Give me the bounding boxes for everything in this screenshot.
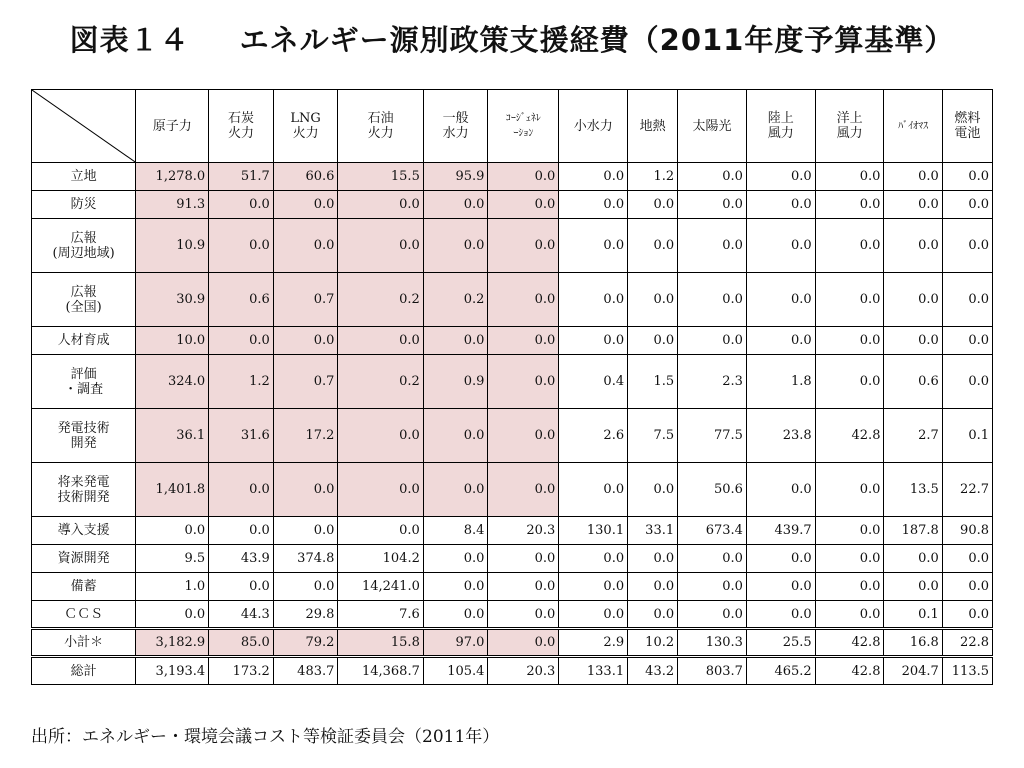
value-cell: 104.2 xyxy=(338,545,423,573)
value-cell: 0.0 xyxy=(488,463,559,517)
value-cell: 0.0 xyxy=(884,545,942,573)
value-cell: 85.0 xyxy=(209,629,274,657)
value-cell: 0.0 xyxy=(678,219,747,273)
value-cell: 2.6 xyxy=(559,409,628,463)
value-cell: 0.0 xyxy=(423,219,488,273)
value-cell: 2.7 xyxy=(884,409,942,463)
value-cell: 0.7 xyxy=(273,355,338,409)
value-cell: 0.0 xyxy=(815,273,884,327)
value-cell: 0.0 xyxy=(746,463,815,517)
value-cell: 1,278.0 xyxy=(136,163,209,191)
table-row xyxy=(32,409,993,463)
row-label-line: 資源開発 xyxy=(57,551,110,566)
row-label-line: 技術開発 xyxy=(57,489,110,505)
row-label xyxy=(32,601,136,629)
column-header-line: ﾊﾞｲｵﾏｽ xyxy=(898,120,929,132)
row-label-line: 総計 xyxy=(70,663,97,679)
value-cell: 0.0 xyxy=(815,163,884,191)
column-header xyxy=(746,90,815,163)
header-row xyxy=(32,90,993,163)
column-header-line: 水力 xyxy=(442,126,469,141)
value-cell: 0.0 xyxy=(746,573,815,601)
value-cell: 0.0 xyxy=(628,573,678,601)
column-header xyxy=(559,90,628,163)
row-label-line: 開発 xyxy=(70,435,97,451)
column-header xyxy=(423,90,488,163)
value-cell: 0.0 xyxy=(815,355,884,409)
value-cell: 2.3 xyxy=(678,355,747,409)
value-cell: 0.0 xyxy=(559,463,628,517)
value-cell: 0.0 xyxy=(338,517,423,545)
row-label xyxy=(32,573,136,601)
corner-cell xyxy=(32,90,136,163)
value-cell: 0.0 xyxy=(942,163,992,191)
value-cell: 130.3 xyxy=(678,629,747,657)
value-cell: 1.2 xyxy=(628,163,678,191)
value-cell: 0.0 xyxy=(209,573,274,601)
row-label xyxy=(32,219,136,273)
value-cell: 0.0 xyxy=(815,191,884,219)
value-cell: 10.0 xyxy=(136,327,209,355)
value-cell: 0.0 xyxy=(209,517,274,545)
value-cell: 77.5 xyxy=(678,409,747,463)
value-cell: 0.0 xyxy=(338,327,423,355)
table-row xyxy=(32,517,993,545)
column-header xyxy=(338,90,423,163)
value-cell: 14,368.7 xyxy=(338,657,423,685)
value-cell: 465.2 xyxy=(746,657,815,685)
value-cell: 0.0 xyxy=(884,327,942,355)
value-cell: 0.0 xyxy=(746,219,815,273)
value-cell: 0.0 xyxy=(209,219,274,273)
value-cell: 0.0 xyxy=(942,601,992,629)
value-cell: 0.0 xyxy=(423,545,488,573)
value-cell: 0.0 xyxy=(423,601,488,629)
value-cell: 3,193.4 xyxy=(136,657,209,685)
value-cell: 0.0 xyxy=(559,219,628,273)
value-cell: 0.2 xyxy=(423,273,488,327)
value-cell: 673.4 xyxy=(678,517,747,545)
value-cell: 44.3 xyxy=(209,601,274,629)
column-header-line: 小水力 xyxy=(573,118,613,134)
column-header xyxy=(209,90,274,163)
row-label-line: ・調査 xyxy=(64,381,104,397)
table-row xyxy=(32,219,993,273)
table-row xyxy=(32,327,993,355)
value-cell: 0.1 xyxy=(884,601,942,629)
table-row xyxy=(32,601,993,629)
figure-title xyxy=(0,18,1024,59)
row-label-line: 備蓄 xyxy=(70,579,97,594)
value-cell: 0.0 xyxy=(746,191,815,219)
column-header-line: 風力 xyxy=(767,126,794,141)
value-cell: 50.6 xyxy=(678,463,747,517)
value-cell: 1.5 xyxy=(628,355,678,409)
value-cell: 0.0 xyxy=(559,191,628,219)
value-cell: 43.2 xyxy=(628,657,678,685)
value-cell: 0.0 xyxy=(559,545,628,573)
value-cell: 0.0 xyxy=(628,601,678,629)
figure-title-text: エネルギー源別政策支援経費（2011年度予算基準） xyxy=(239,23,955,57)
value-cell: 22.8 xyxy=(942,629,992,657)
value-cell: 0.0 xyxy=(338,191,423,219)
column-header xyxy=(942,90,992,163)
value-cell: 0.0 xyxy=(559,573,628,601)
source-note: 出所：エネルギー・環境会議コスト等検証委員会（2011年） xyxy=(31,727,500,747)
value-cell: 0.2 xyxy=(338,273,423,327)
value-cell: 0.4 xyxy=(559,355,628,409)
row-label-line: 広報 xyxy=(70,284,97,300)
column-header-line: 火力 xyxy=(367,126,394,141)
table-row xyxy=(32,355,993,409)
value-cell: 0.0 xyxy=(746,273,815,327)
row-label xyxy=(32,409,136,463)
value-cell: 204.7 xyxy=(884,657,942,685)
value-cell: 803.7 xyxy=(678,657,747,685)
diagonal-line-icon xyxy=(32,90,135,162)
row-label xyxy=(32,273,136,327)
row-label-line: (全国) xyxy=(65,299,102,315)
value-cell: 0.0 xyxy=(942,355,992,409)
row-label-line: 評価 xyxy=(70,366,97,382)
value-cell: 0.0 xyxy=(884,273,942,327)
value-cell: 16.8 xyxy=(884,629,942,657)
value-cell: 0.0 xyxy=(884,573,942,601)
subsidy-table xyxy=(31,89,993,685)
table-row xyxy=(32,629,993,657)
value-cell: 0.0 xyxy=(746,601,815,629)
table-row xyxy=(32,463,993,517)
value-cell: 29.8 xyxy=(273,601,338,629)
value-cell: 42.8 xyxy=(815,629,884,657)
value-cell: 0.0 xyxy=(273,327,338,355)
row-label xyxy=(32,163,136,191)
table-row xyxy=(32,191,993,219)
value-cell: 0.0 xyxy=(884,163,942,191)
value-cell: 9.5 xyxy=(136,545,209,573)
column-header-line: ｺｰｼﾞｪﾈﾚ xyxy=(505,113,541,124)
value-cell: 42.8 xyxy=(815,657,884,685)
value-cell: 97.0 xyxy=(423,629,488,657)
value-cell: 0.0 xyxy=(209,463,274,517)
value-cell: 0.0 xyxy=(273,219,338,273)
row-label-line: 立地 xyxy=(70,169,97,184)
value-cell: 0.0 xyxy=(273,517,338,545)
row-label xyxy=(32,327,136,355)
value-cell: 0.0 xyxy=(884,219,942,273)
value-cell: 79.2 xyxy=(273,629,338,657)
value-cell: 60.6 xyxy=(273,163,338,191)
value-cell: 105.4 xyxy=(423,657,488,685)
value-cell: 0.0 xyxy=(678,573,747,601)
value-cell: 0.0 xyxy=(273,573,338,601)
value-cell: 0.0 xyxy=(423,191,488,219)
row-label xyxy=(32,657,136,685)
value-cell: 0.0 xyxy=(488,273,559,327)
value-cell: 22.7 xyxy=(942,463,992,517)
value-cell: 0.0 xyxy=(678,601,747,629)
column-header-line: 太陽光 xyxy=(692,118,732,134)
value-cell: 91.3 xyxy=(136,191,209,219)
value-cell: 0.0 xyxy=(488,545,559,573)
value-cell: 173.2 xyxy=(209,657,274,685)
value-cell: 15.5 xyxy=(338,163,423,191)
value-cell: 0.0 xyxy=(423,573,488,601)
value-cell: 51.7 xyxy=(209,163,274,191)
value-cell: 1.8 xyxy=(746,355,815,409)
row-label-line: (周辺地域) xyxy=(52,245,115,261)
value-cell: 130.1 xyxy=(559,517,628,545)
column-header-line: 石油 xyxy=(367,111,394,126)
value-cell: 0.0 xyxy=(628,327,678,355)
value-cell: 0.0 xyxy=(628,273,678,327)
value-cell: 483.7 xyxy=(273,657,338,685)
value-cell: 0.0 xyxy=(488,355,559,409)
value-cell: 324.0 xyxy=(136,355,209,409)
value-cell: 17.2 xyxy=(273,409,338,463)
value-cell: 0.0 xyxy=(942,327,992,355)
row-label xyxy=(32,191,136,219)
row-label-line: 発電技術 xyxy=(57,420,110,436)
value-cell: 0.0 xyxy=(423,463,488,517)
row-label xyxy=(32,463,136,517)
column-header-line: LNG xyxy=(290,111,321,126)
value-cell: 0.7 xyxy=(273,273,338,327)
column-header-line: 洋上 xyxy=(836,111,863,126)
value-cell: 0.0 xyxy=(815,573,884,601)
value-cell: 0.0 xyxy=(559,273,628,327)
value-cell: 0.0 xyxy=(338,463,423,517)
value-cell: 0.0 xyxy=(136,517,209,545)
column-header-line: 陸上 xyxy=(767,111,794,126)
column-header-line: 石炭 xyxy=(227,111,254,126)
value-cell: 187.8 xyxy=(884,517,942,545)
value-cell: 7.6 xyxy=(338,601,423,629)
value-cell: 0.0 xyxy=(942,573,992,601)
value-cell: 0.0 xyxy=(746,163,815,191)
value-cell: 0.6 xyxy=(209,273,274,327)
value-cell: 0.0 xyxy=(884,191,942,219)
value-cell: 0.0 xyxy=(678,163,747,191)
table-row xyxy=(32,545,993,573)
value-cell: 8.4 xyxy=(423,517,488,545)
value-cell: 0.0 xyxy=(338,409,423,463)
value-cell: 0.0 xyxy=(678,191,747,219)
value-cell: 113.5 xyxy=(942,657,992,685)
value-cell: 0.0 xyxy=(628,545,678,573)
value-cell: 133.1 xyxy=(559,657,628,685)
value-cell: 0.0 xyxy=(423,409,488,463)
value-cell: 0.0 xyxy=(488,219,559,273)
column-header xyxy=(273,90,338,163)
row-label-line: 広報 xyxy=(70,230,97,246)
row-label-line: 防災 xyxy=(70,197,97,212)
figure-number: 図表１４ xyxy=(69,23,190,57)
column-header-line: 電池 xyxy=(954,126,981,141)
column-header-line: 原子力 xyxy=(152,118,192,134)
value-cell: 0.0 xyxy=(209,327,274,355)
table-row xyxy=(32,573,993,601)
value-cell: 1,401.8 xyxy=(136,463,209,517)
column-header-line: 一般 xyxy=(442,111,469,126)
value-cell: 0.0 xyxy=(559,601,628,629)
value-cell: 10.9 xyxy=(136,219,209,273)
column-header-line: 燃料 xyxy=(954,111,981,126)
value-cell: 0.0 xyxy=(423,327,488,355)
value-cell: 0.9 xyxy=(423,355,488,409)
value-cell: 374.8 xyxy=(273,545,338,573)
value-cell: 13.5 xyxy=(884,463,942,517)
row-label-line: ＣＣＳ xyxy=(64,606,104,622)
value-cell: 20.3 xyxy=(488,657,559,685)
value-cell: 0.0 xyxy=(488,191,559,219)
value-cell: 0.0 xyxy=(273,463,338,517)
value-cell: 0.0 xyxy=(678,327,747,355)
value-cell: 0.0 xyxy=(559,163,628,191)
value-cell: 0.0 xyxy=(815,463,884,517)
value-cell: 0.0 xyxy=(678,545,747,573)
value-cell: 2.9 xyxy=(559,629,628,657)
row-label xyxy=(32,517,136,545)
row-label xyxy=(32,355,136,409)
value-cell: 0.1 xyxy=(942,409,992,463)
column-header-line: ｰｼｮﾝ xyxy=(513,128,534,139)
value-cell: 0.0 xyxy=(628,463,678,517)
value-cell: 0.0 xyxy=(815,545,884,573)
value-cell: 0.0 xyxy=(273,191,338,219)
table-row xyxy=(32,163,993,191)
value-cell: 0.0 xyxy=(488,327,559,355)
value-cell: 15.8 xyxy=(338,629,423,657)
value-cell: 1.0 xyxy=(136,573,209,601)
row-label-line: 小計＊ xyxy=(64,635,104,650)
row-label-line: 導入支援 xyxy=(57,523,110,538)
column-header xyxy=(488,90,559,163)
column-header xyxy=(678,90,747,163)
value-cell: 0.0 xyxy=(942,273,992,327)
value-cell: 0.0 xyxy=(815,327,884,355)
value-cell: 0.0 xyxy=(488,629,559,657)
value-cell: 0.0 xyxy=(338,219,423,273)
column-header-line: 火力 xyxy=(292,126,319,141)
value-cell: 1.2 xyxy=(209,355,274,409)
value-cell: 0.0 xyxy=(942,191,992,219)
value-cell: 23.8 xyxy=(746,409,815,463)
value-cell: 0.0 xyxy=(746,327,815,355)
value-cell: 0.0 xyxy=(136,601,209,629)
value-cell: 7.5 xyxy=(628,409,678,463)
row-label xyxy=(32,545,136,573)
value-cell: 0.0 xyxy=(628,219,678,273)
value-cell: 0.0 xyxy=(209,191,274,219)
value-cell: 95.9 xyxy=(423,163,488,191)
value-cell: 31.6 xyxy=(209,409,274,463)
table-row xyxy=(32,657,993,685)
value-cell: 0.2 xyxy=(338,355,423,409)
value-cell: 439.7 xyxy=(746,517,815,545)
value-cell: 25.5 xyxy=(746,629,815,657)
value-cell: 0.0 xyxy=(815,219,884,273)
column-header xyxy=(815,90,884,163)
column-header-line: 火力 xyxy=(227,126,254,141)
value-cell: 0.0 xyxy=(559,327,628,355)
value-cell: 43.9 xyxy=(209,545,274,573)
table-row xyxy=(32,273,993,327)
table-body xyxy=(32,90,993,685)
value-cell: 10.2 xyxy=(628,629,678,657)
column-header xyxy=(136,90,209,163)
value-cell: 0.0 xyxy=(815,601,884,629)
value-cell: 42.8 xyxy=(815,409,884,463)
column-header xyxy=(884,90,942,163)
column-header-line: 風力 xyxy=(836,126,863,141)
value-cell: 0.0 xyxy=(628,191,678,219)
value-cell: 0.0 xyxy=(942,545,992,573)
value-cell: 33.1 xyxy=(628,517,678,545)
value-cell: 0.0 xyxy=(746,545,815,573)
value-cell: 36.1 xyxy=(136,409,209,463)
row-label-line: 将来発電 xyxy=(57,474,110,490)
value-cell: 0.0 xyxy=(488,573,559,601)
row-label xyxy=(32,629,136,657)
value-cell: 14,241.0 xyxy=(338,573,423,601)
column-header-line: 地熱 xyxy=(639,118,666,134)
value-cell: 0.0 xyxy=(488,601,559,629)
value-cell: 0.0 xyxy=(488,163,559,191)
value-cell: 0.0 xyxy=(678,273,747,327)
row-label-line: 人材育成 xyxy=(57,333,110,348)
value-cell: 20.3 xyxy=(488,517,559,545)
value-cell: 0.6 xyxy=(884,355,942,409)
value-cell: 0.0 xyxy=(815,517,884,545)
value-cell: 3,182.9 xyxy=(136,629,209,657)
value-cell: 30.9 xyxy=(136,273,209,327)
column-header xyxy=(628,90,678,163)
value-cell: 0.0 xyxy=(942,219,992,273)
value-cell: 90.8 xyxy=(942,517,992,545)
value-cell: 0.0 xyxy=(488,409,559,463)
